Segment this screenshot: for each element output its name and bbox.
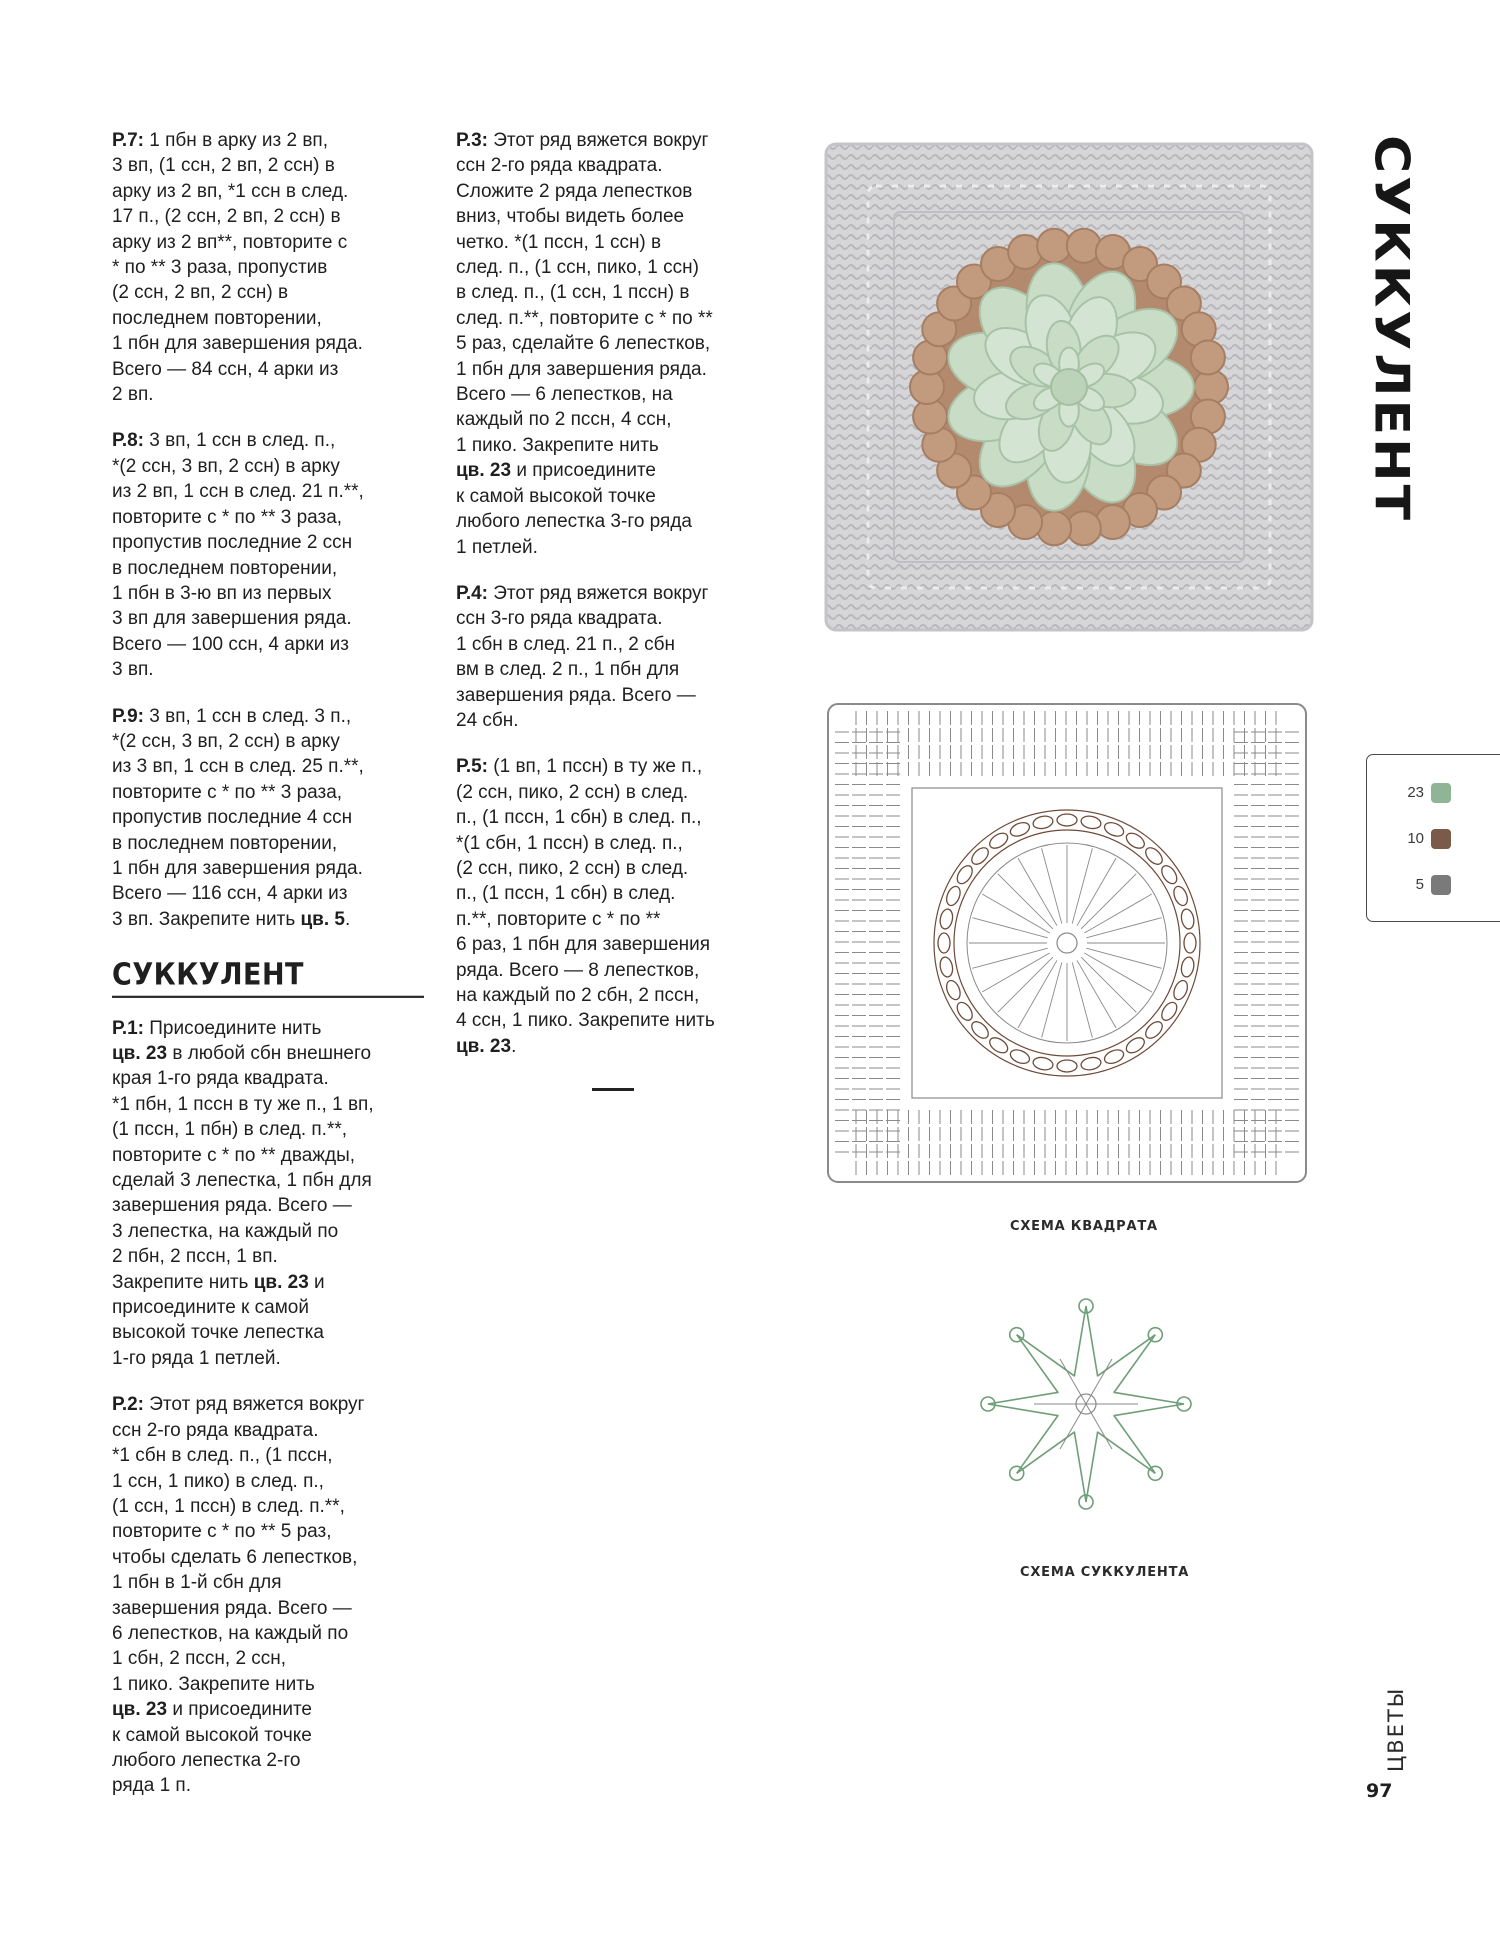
succulent-chart-marks [981,1299,1191,1509]
petal-outline [1017,1335,1075,1393]
color-swatch [1431,783,1451,803]
right-text-column [456,128,781,1080]
spoke-stitch [998,874,1053,929]
bobble-mark [1180,956,1196,978]
petal-outline [1097,1415,1155,1473]
bobble-mark [1032,815,1054,831]
bobble-mark [1080,1056,1102,1072]
bobble-mark [1184,933,1196,953]
bobble [1067,229,1101,263]
color-legend [1366,754,1500,922]
spoke-stitch [972,948,1047,968]
bobble-mark [1032,1056,1054,1072]
bobble-mark [939,956,955,978]
bobble-mark [954,1000,975,1023]
inner-stitch [1060,1359,1086,1404]
inner-stitch [1060,1404,1086,1449]
succulent-chart [960,1298,1212,1510]
bobble-mark [944,979,963,1002]
square-chart-stitches [835,711,1299,1175]
color-swatch [1431,875,1451,895]
bobble-mark [1057,814,1077,826]
spoke-stitch [1077,858,1116,926]
succulent-row-5: Р.5: (1 вп, 1 пссн) в ту же п., (2 ссн, пико, 2 ссн) в след. п., (1 пссн, 1 сбн) в след. п., *(1 сбн, 1 пссн) в след. п., (2 ссн, пико, 2 ссн) в след. п., (1 пссн, 1 сбн) в след. п.**, повторите с * по ** 6 раз, 1 пбн для завершения ряда. Всего — 8 лепестков, на каждый по 2 сбн, 2 пссн, 4 ссн, 1 пико. Закрепите нить цв. 23. [456,756,715,1057]
spoke-stitch [982,953,1050,992]
left-text-column [112,128,430,1820]
petal-outline [1074,1432,1097,1502]
bobble-mark [938,933,950,953]
page-number: 97 [1366,1780,1393,1802]
end-dash [592,1088,634,1091]
inner-stitch [1086,1359,1112,1404]
spoke-stitch [1072,848,1092,923]
bobble-mark [1180,908,1196,930]
bobble-mark [1103,1047,1126,1066]
spoke-stitch [1086,948,1161,968]
bobble-mark [954,863,975,886]
succulent-row-3: Р.3: Этот ряд вяжется вокруг ссн 2-го ряда квадрата. Сложите 2 ряда лепестков вниз, чтобы видеть более четко. *(1 пссн, 1 ссн) в след. п., (1 ссн, пико, 1 ссн) в след. п., (1 ссн, 1 пссн) в след. п.**, повторите с * по ** 5 раз, сделайте 6 лепестков, 1 пбн для завершения ряда. Всего — 6 лепестков, на каждый по 2 пссн, 4 ссн, 1 пико. Закрепите нить цв. 23 и присоедините к самой высокой точке любого лепестка 3-го ряда 1 петлей. [456,130,713,558]
bobble-mark [987,1035,1010,1056]
inner-stitch [1086,1404,1112,1449]
bobble-mark [1171,884,1190,907]
bobble-mark [1143,845,1166,868]
bobble [1037,511,1071,545]
bobble-mark [944,884,963,907]
bobble-mark [1124,830,1147,851]
bobble-mark [1159,1000,1180,1023]
spoke-stitch [1084,953,1152,992]
succulent-row-2: Р.2: Этот ряд вяжется вокруг ссн 2-го ряда квадрата. *1 сбн в след. п., (1 пссн, 1 ссн, 1 пико) в след. п., (1 ссн, 1 пссн) в след. п.**, повторите с * по ** 5 раз, чтобы сделать 6 лепестков, 1 пбн в 1-й сбн для завершения ряда. Всего — 6 лепестков, на каждый по 1 сбн, 2 пссн, 2 ссн, 1 пико. Закрепите нить цв. 23 и присоедините к самой высокой точке любого лепестка 2-го ряда 1 п. [112,1394,365,1797]
bobble [1096,505,1130,539]
magic-ring [1057,933,1077,953]
spoke-stitch [1042,962,1062,1037]
spoke-stitch [1077,960,1116,1028]
bobble-mark [1103,820,1126,839]
petal-outline [1017,1415,1075,1473]
spoke-stitch [1081,957,1136,1012]
color-swatch [1431,829,1451,849]
bobble-mark [969,845,992,868]
bobble-mark [1143,1019,1166,1042]
row-7-instructions: Р.7: 1 пбн в арку из 2 вп, 3 вп, (1 ссн, 2 вп, 2 ссн) в арку из 2 вп, *1 ссн в след. 17 п., (2 ссн, 2 вп, 2 ссн) в арку из 2 вп**, повторите с * по ** 3 раза, пропустив (2 ссн, 2 вп, 2 ссн) в последнем повторении, 1 пбн для завершения ряда. Всего — 84 ссн, 4 арки из 2 вп. [112,130,363,406]
legend-item: 23 [1367,779,1467,809]
spoke-stitch [982,894,1050,933]
spoke-stitch [1042,848,1062,923]
succulent-row-1: Р.1: Присоедините нить цв. 23 в любой сбн внешнего края 1-го ряда квадрата. *1 пбн, 1 пссн в ту же п., 1 вп, (1 пссн, 1 пбн) в след. п.**, повторите с * по ** дважды, сделай 3 лепестка, 1 пбн для завершения ряда. Всего — 3 лепестка, на каждый по 2 пбн, 2 пссн, 1 вп. Закрепите нить цв. 23 и присоедините к самой высокой точке лепестка 1-го ряда 1 петлей. [112,1017,374,1369]
bobble-mark [1008,1047,1031,1066]
spoke-stitch [1084,894,1152,933]
bobble-mark [1080,815,1102,831]
spoke-stitch [998,957,1053,1012]
legend-item: 5 [1367,871,1467,901]
bobble-mark [1171,979,1190,1002]
spoke-stitch [1018,858,1057,926]
bobble-mark [987,830,1010,851]
square-chart-caption: СХЕМА КВАДРАТА [1010,1219,1158,1234]
bobble-mark [939,908,955,930]
bobble-mark [1008,820,1031,839]
spoke-stitch [972,918,1047,938]
bobble-mark [1159,863,1180,886]
bobble-mark [1124,1035,1147,1056]
bobble [1191,340,1225,374]
bobble [1008,235,1042,269]
square-chart-petal-ring [934,810,1200,1076]
legend-item: 10 [1367,825,1467,855]
square-chart [826,702,1308,1184]
spoke-stitch [1086,918,1161,938]
spoke-stitch [1018,960,1057,1028]
row-8-instructions: Р.8: 3 вп, 1 ссн в след. п., *(2 ссн, 3 вп, 2 ссн) в арку из 2 вп, 1 ссн в след. 21 п.**, повторите с * по ** 3 раза, пропустив последние 2 ссн в последнем повторении, 1 пбн в 3-ю вп из первых 3 вп для завершения ряда. Всего — 100 ссн, 4 арки из 3 вп. [112,430,364,681]
succulent-center [1051,369,1087,405]
succulent-chart-caption: СХЕМА СУККУЛЕНТА [1020,1565,1190,1580]
bobble-mark [969,1019,992,1042]
spoke-stitch [1072,962,1092,1037]
petal-outline [1074,1306,1097,1376]
spoke-stitch [1081,874,1136,929]
row-9-instructions: Р.9: 3 вп, 1 ссн в след. 3 п., *(2 ссн, 3 вп, 2 ссн) в арку из 3 вп, 1 ссн в след. 25 п.**, повторите с * по ** 3 раза, пропустив последние 4 ссн в последнем повторении, 1 пбн для завершения ряда. Всего — 116 ссн, 4 арки из 3 вп. Закрепите нить цв. 5. [112,705,364,930]
petal-outline [1097,1335,1155,1393]
bobble-mark [1057,1060,1077,1072]
succulent-row-4: Р.4: Этот ряд вяжется вокруг ссн 3-го ряда квадрата. 1 сбн в след. 21 п., 2 сбн вм в след. 2 п., 1 пбн для завершения ряда. Всего — 24 сбн. [456,582,709,731]
crochet-square-photo [824,142,1314,632]
succulent-heading: СУККУЛЕНТ [112,961,424,998]
